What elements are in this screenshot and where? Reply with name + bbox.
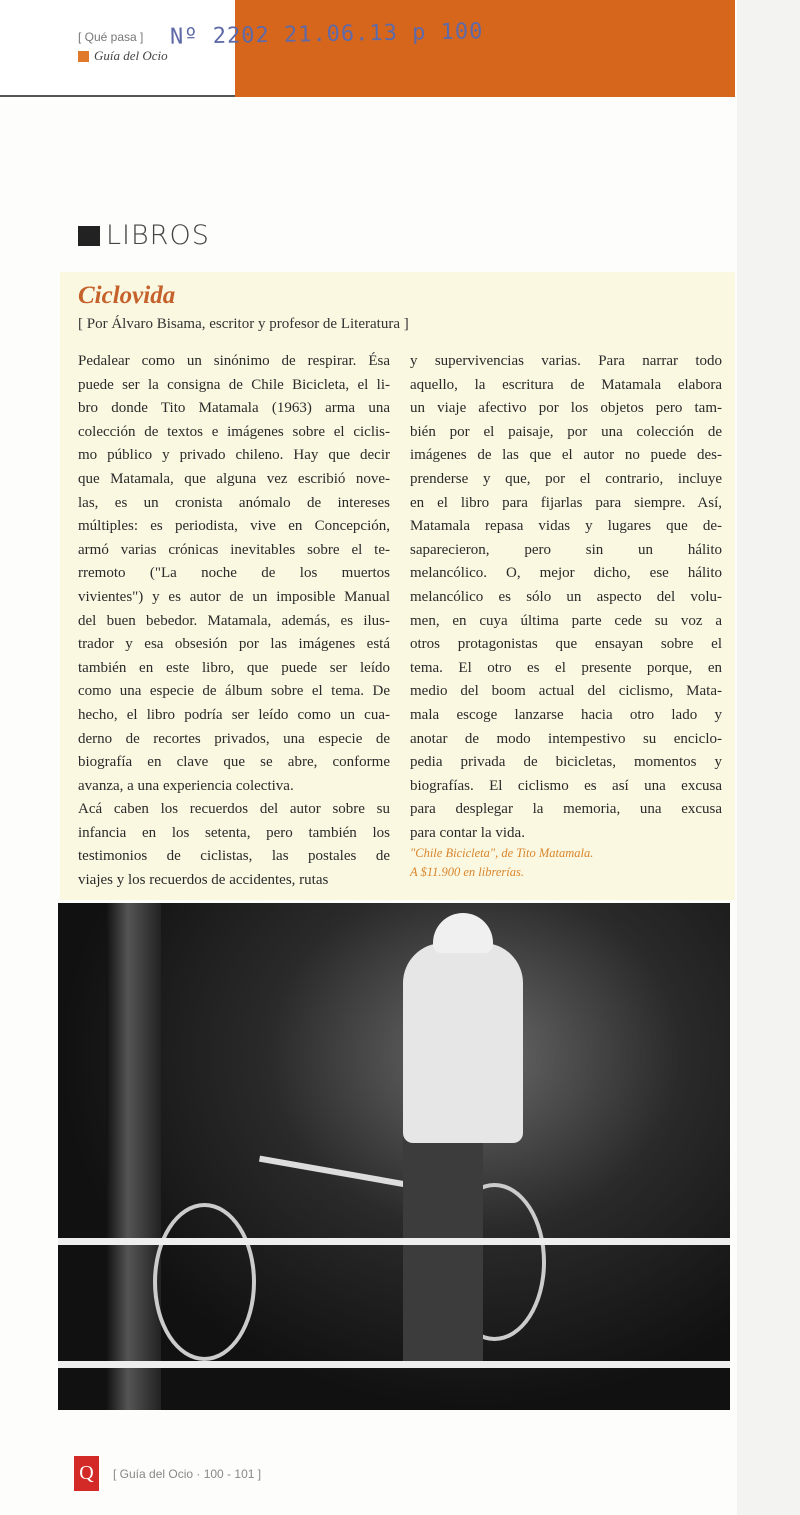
lane-line — [58, 1361, 730, 1368]
text-line: anotar de modo intempestivo su enciclo- — [410, 730, 722, 747]
credit-line: "Chile Bicicleta", de Tito Matamala. — [410, 846, 594, 860]
book-icon — [78, 226, 100, 246]
section-heading — [78, 220, 210, 251]
orange-sticker — [235, 0, 735, 97]
text-line: las, es un cronista anómalo de intereses — [78, 494, 390, 511]
page-footer — [74, 1456, 261, 1491]
article — [60, 272, 735, 900]
footer-text: [ Guía del Ocio · 100 - 101 ] — [113, 1466, 262, 1481]
text-line: y supervivencias varias. Para narrar todo — [410, 353, 722, 369]
tree-trunk — [106, 903, 161, 1410]
rider-body — [403, 943, 523, 1143]
text-line: mo público y privado chileno. Hay que decir — [78, 447, 390, 464]
text-line: saparecieron, pero sin un hálito — [410, 541, 722, 558]
text-line: testimonios de ciclistas, las postales de — [78, 848, 390, 865]
text-line: vivientes") y es autor de un imposible Manual — [78, 588, 390, 605]
text-line: armó varias crónicas inevitables sobre el te- — [78, 541, 390, 558]
text-line: colección de textos e imágenes sobre el ciclis- — [78, 423, 390, 440]
text-line: también en este libro, que puede ser leído — [78, 659, 390, 676]
magazine-logo: Q — [74, 1456, 99, 1491]
text-line: otros protagonistas que ensayan sobre el — [410, 636, 722, 653]
text-line: múltiples: es periodista, vive en Concepción, — [78, 518, 390, 535]
page-edge — [737, 0, 800, 1515]
text-line: para desplegar la memoria, una excusa — [410, 801, 722, 818]
text-line: pedia privada de bicicletas, momentos y — [410, 754, 722, 771]
bike-wheel-front — [153, 1203, 256, 1361]
text-line: melancólico. O, mejor dicho, ese hálito — [410, 565, 722, 582]
text-line: rremoto ("La noche de los muertos — [78, 565, 390, 582]
text-line: que Matamala, que alguna vez escribió nove- — [78, 470, 390, 487]
text-line: derno de recortes privados, una especie de — [78, 730, 390, 747]
article-title: Ciclovida — [78, 282, 176, 309]
text-line: imágenes de las que el autor no puede des- — [410, 447, 722, 464]
text-line: tema. El otro es el presente porque, en — [410, 659, 722, 676]
text-line: para contar la vida. — [410, 824, 525, 841]
price-line: A $11.900 en librerías. — [410, 865, 525, 879]
text-line: bro donde Tito Matamala (1963) arma una — [78, 400, 390, 417]
article-byline: [ Por Álvaro Bisama, escritor y profesor de Literatura ] — [78, 316, 409, 332]
section-tag: [ Qué pasa ] — [78, 30, 144, 44]
text-line: puede ser la consigna de Chile Bicicleta, el li- — [78, 376, 390, 393]
text-line: biografía en clave que se abre, conforme — [78, 754, 390, 771]
text-line: aquello, la escritura de Matamala elabora — [410, 376, 722, 393]
text-line: Matamala repasa vidas y lugares que de- — [410, 518, 722, 535]
text-line: avanza, a una experiencia colectiva. — [78, 777, 294, 794]
text-line: como una especie de álbum sobre el tema. De — [78, 683, 390, 700]
rider-helmet — [433, 913, 493, 953]
text-line: un viaje afectivo por los objetos pero tam- — [410, 400, 722, 417]
text-line: hecho, el libro podría ser leído como un cua- — [78, 706, 390, 723]
text-line: viajes y los recuerdos de accidentes, rutas — [78, 872, 329, 889]
article-column-right — [410, 350, 722, 845]
text-line: trador y esa obsesión por las imágenes está — [78, 636, 390, 653]
text-line: mala escoge lanzarse hacia otro lado y — [410, 706, 722, 723]
cyclist-photo — [58, 903, 730, 1410]
text-line: prenderse y que, por el contrario, incluye — [410, 470, 722, 487]
text-line: men, en cuya última parte cede su voz a — [410, 612, 722, 629]
text-line: en el libro para fijarlas para siempre. Así, — [410, 494, 722, 511]
handwritten-note: Nº 2202 21.06.13 p 100 — [169, 19, 484, 50]
text-line: bién por el paisaje, por una colección de — [410, 423, 722, 440]
guide-label — [78, 48, 168, 64]
text-line: Pedalear como un sinónimo de respirar. Ésa — [78, 353, 390, 369]
article-column-left — [78, 350, 390, 893]
text-line: melancólico es sólo un aspecto del volu- — [410, 588, 722, 605]
section-title: LIBROS — [106, 220, 210, 251]
text-line: Acá caben los recuerdos del autor sobre su — [78, 801, 390, 818]
text-line: biografías. El ciclismo es así una excusa — [410, 777, 722, 794]
text-line: infancia en los setenta, pero también los — [78, 824, 390, 841]
guide-text: Guía del Ocio — [94, 48, 168, 63]
text-line: del buen bebedor. Matamala, además, es ilus- — [78, 612, 390, 629]
lane-line — [58, 1238, 730, 1245]
guide-icon — [78, 51, 89, 62]
text-line: medio del boom actual del ciclismo, Mata- — [410, 683, 722, 700]
book-credit — [410, 844, 593, 882]
